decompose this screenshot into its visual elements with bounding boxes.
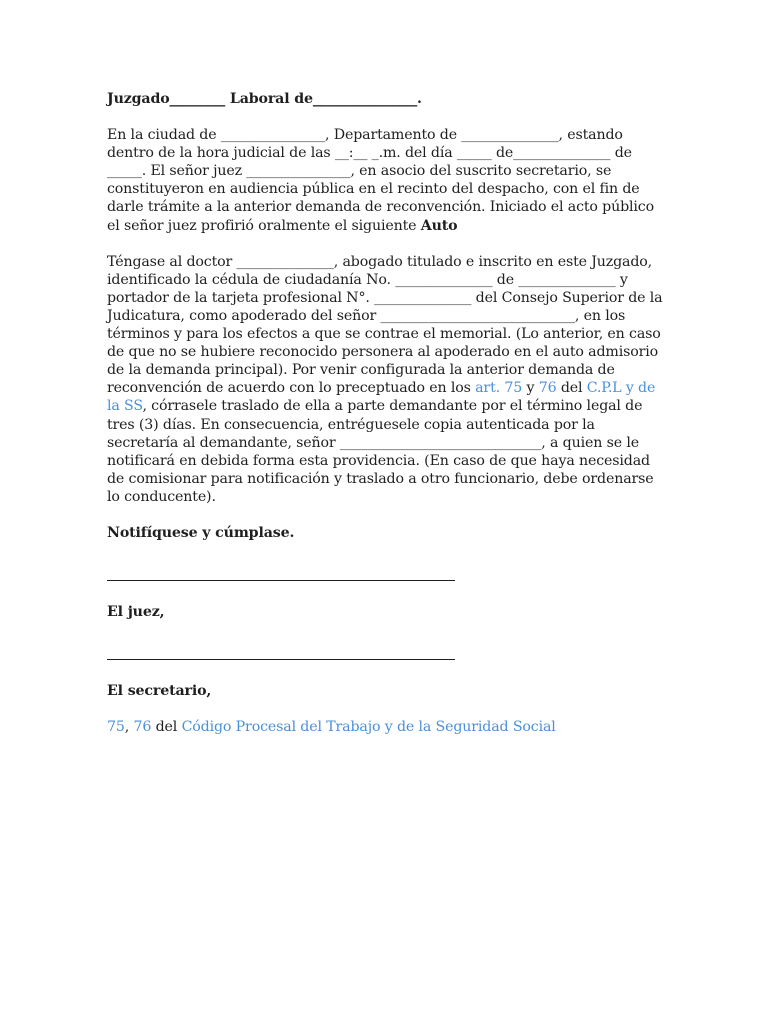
- judge-label: El juez,: [107, 604, 165, 621]
- footer-comma: ,: [124, 719, 134, 736]
- auto-label: Auto: [420, 217, 458, 234]
- text-del: del: [556, 380, 587, 397]
- title-text: Juzgado________ Laboral de_______________.: [107, 91, 422, 107]
- footer-link-code[interactable]: Código Procesal del Trabajo y de la Seguridad Social: [181, 719, 556, 736]
- link-art-76[interactable]: 76: [538, 380, 557, 397]
- secretary-label: El secretario,: [107, 683, 212, 700]
- secretary-signature-line: [107, 659, 455, 660]
- intro-text: En la ciudad de _______________, Departamento de ______________, estando dentro de la hora judicial de las __:__ _.m. del día _____ de______________ de _____. El señor juez _______________, en asocio del suscrito secretario, se constituyeron en audiencia pública en el recinto del despacho, con el fin de darle trámite a la anterior demanda de reconvención. Iniciado el acto público el señor juez profirió oralmente el siguiente: [107, 127, 654, 234]
- document-page: [107, 90, 663, 754]
- link-cpl-ss[interactable]: C.P.L y de la SS: [107, 380, 656, 415]
- paragraph-intro: [107, 126, 663, 235]
- footer-text-del: del: [151, 719, 182, 736]
- auto-body-text-b: , córrasele traslado de ella a parte demandante por el término legal de tres (3) días. En consecuencia, entréguesele copia autenticada por la secretaría al demandante, señor _____________________________, a quien se le notificará en debida forma esta providencia. (En caso de que haya necesidad de comisionar para notificación y traslado a otro funcionario, debe ordenarse lo conducente).: [107, 398, 654, 505]
- text-y: y: [522, 380, 539, 397]
- closing-statement: Notifíquese y cúmplase.: [107, 524, 295, 541]
- auto-body-text-a: Téngase al doctor ______________, abogado titulado e inscrito en este Juzgado, identificado la cédula de ciudadanía No. ______________ de ______________ y portador de la tarjeta profesional N°. ______________ del Consejo Superior de la Judicatura, como apoderado del señor ____________________________, en los términos y para los efectos a que se contrae el memorial. (Lo anterior, en caso de que no se hubiere reconocido personera al apoderado en el auto admisorio de la demanda principal). Por venir configurada la anterior demanda de reconvención de acuerdo con lo preceptuado en los: [107, 253, 663, 397]
- footer-references: [107, 718, 663, 736]
- footer-link-76[interactable]: 76: [133, 719, 152, 736]
- paragraph-auto-body: [107, 253, 663, 506]
- judge-signature-line: [107, 580, 455, 581]
- link-art-75[interactable]: art. 75: [475, 380, 523, 397]
- document-title: [107, 90, 663, 108]
- footer-link-75[interactable]: 75: [107, 719, 125, 736]
